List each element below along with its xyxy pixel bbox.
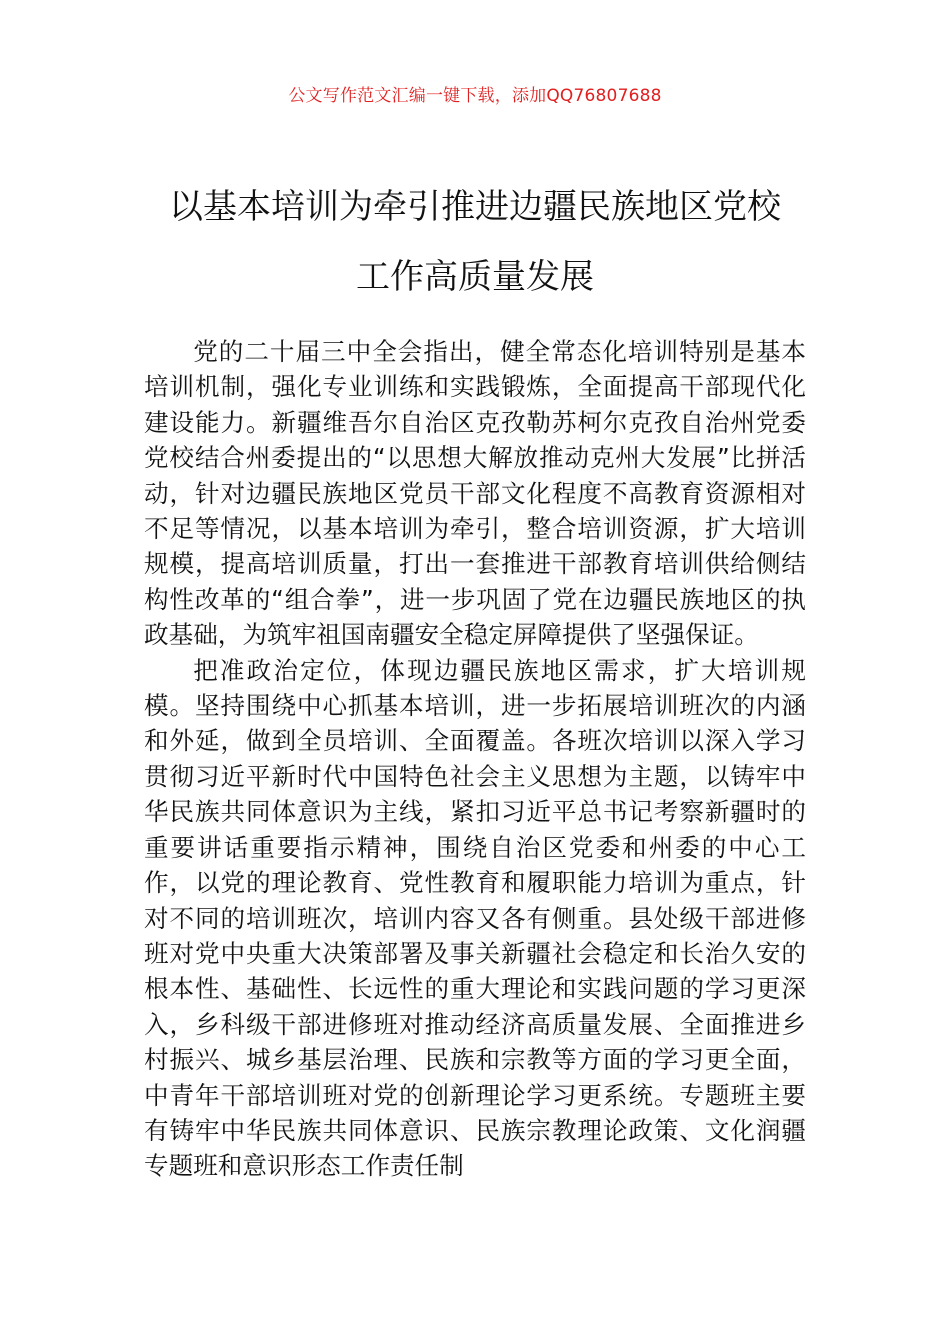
document-title [120,172,830,312]
paragraph-2: 把准政治定位，体现边疆民族地区需求，扩大培训规模。坚持围绕中心抓基本培训，进一步拓展培训班次的内涵和外延，做到全员培训、全面覆盖。各班次培训以深入学习贯彻习近平新时代中国特色社会主义思想为主题，以铸牢中华民族共同体意识为主线，紧扣习近平总书记考察新疆时的重要讲话重要指示精神，围绕自治区党委和州委的中心工作，以党的理论教育、党性教育和履职能力培训为重点，针对不同的培训班次，培训内容又各有侧重。县处级干部进修班对党中央重大决策部署及事关新疆社会稳定和长治久安的根本性、基础性、长远性的重大理论和实践问题的学习更深入，乡科级干部进修班对推动经济高质量发展、全面推进乡村振兴、城乡基层治理、民族和宗教等方面的学习更全面，中青年干部培训班对党的创新理论学习更系统。专题班主要有铸牢中华民族共同体意识、民族宗教理论政策、文化润疆专题班和意识形态工作责任制 [144,655,806,1181]
document-body [144,334,806,1184]
paragraph-1: 党的二十届三中全会指出，健全常态化培训特别是基本培训机制，强化专业训练和实践锻炼，全面提高干部现代化建设能力。新疆维吾尔自治区克孜勒苏柯尔克孜自治州党委党校结合州委提出的“以思想大解放推动克州大发展”比拼活动，针对边疆民族地区党员干部文化程度不高教育资源相对不足等情况，以基本培训为牵引，整合培训资源，扩大培训规模，提高培训质量，打出一套推进干部教育培训供给侧结构性改革的“组合拳”，进一步巩固了党在边疆民族地区的执政基础，为筑牢祖国南疆安全稳定屏障提供了坚强保证。 [144,337,806,650]
header-download-note: 公文写作范文汇编一键下载，添加QQ76807688 [288,86,662,106]
title-line-1: 以基本培训为牵引推进边疆民族地区党校 [169,187,781,227]
title-line-2: 工作高质量发展 [356,257,594,297]
